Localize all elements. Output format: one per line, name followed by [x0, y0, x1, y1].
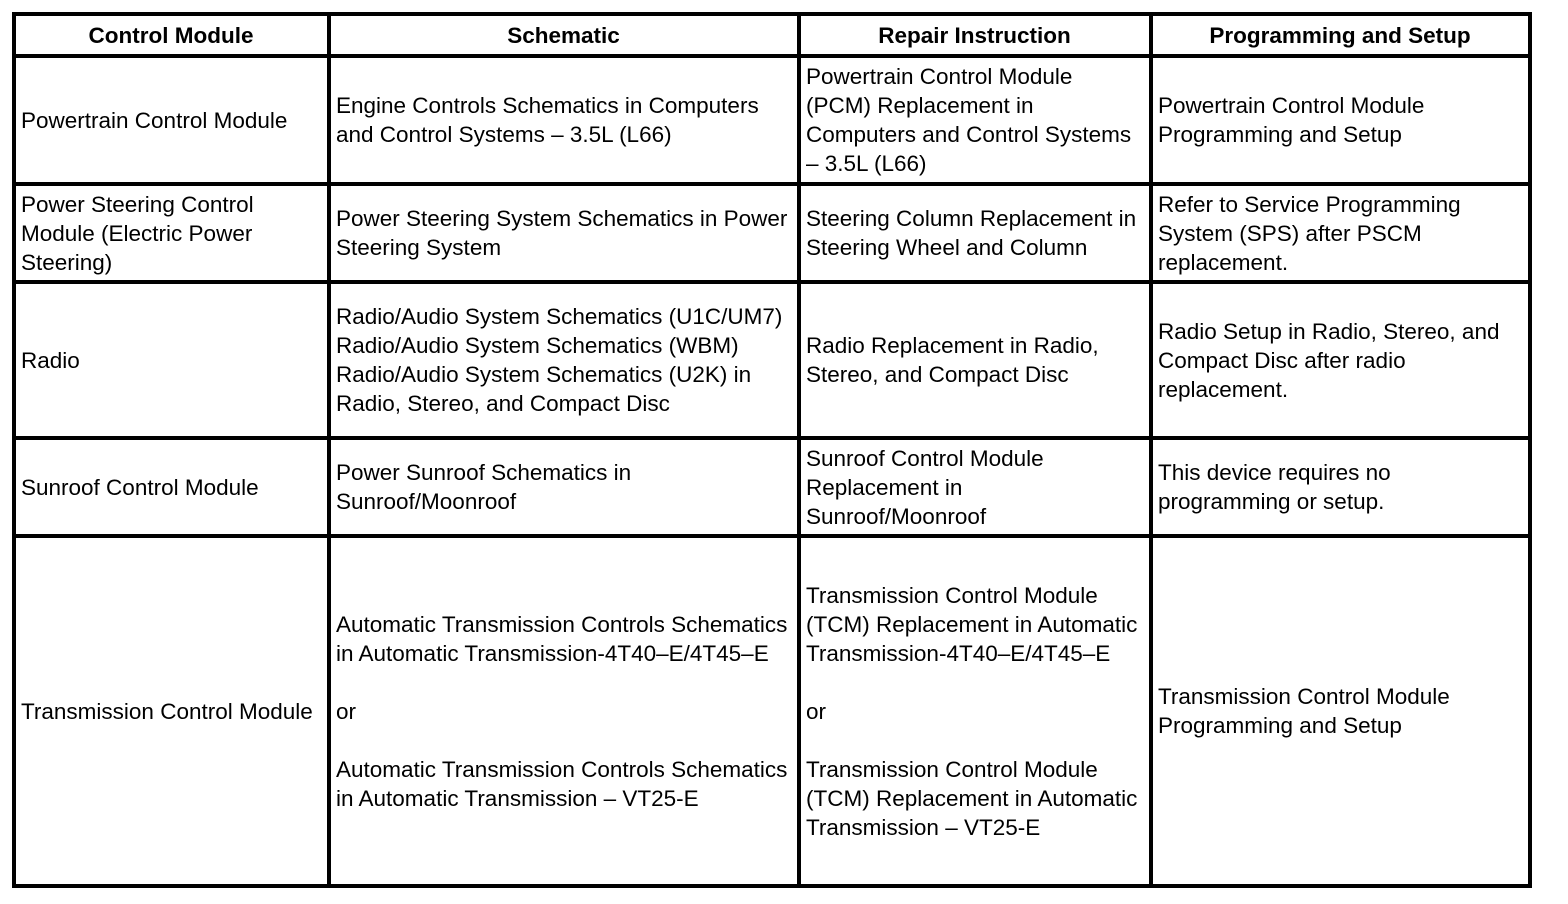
table-row	[14, 438, 1530, 536]
spacer	[336, 668, 791, 697]
cell-control-module: Transmission Control Module	[14, 536, 329, 886]
table-row	[14, 282, 1530, 438]
cell-repair-instruction: Powertrain Control Module (PCM) Replacement in Computers and Control Systems – 3.5L (L66)	[799, 56, 1151, 184]
schematic-or: or	[336, 698, 357, 724]
table-row	[14, 536, 1530, 886]
cell-control-module: Powertrain Control Module	[14, 56, 329, 184]
repair-or: or	[806, 698, 827, 724]
cell-programming: Radio Setup in Radio, Stereo, and Compact Disc after radio replacement.	[1151, 282, 1530, 438]
module-reference-table	[12, 12, 1532, 888]
repair-option-2: Transmission Control Module (TCM) Replacement in Automatic Transmission – VT25-E	[806, 756, 1138, 840]
cell-repair-instruction: Steering Column Replacement in Steering Wheel and Column	[799, 184, 1151, 282]
cell-programming: Powertrain Control Module Programming and Setup	[1151, 56, 1530, 184]
cell-repair-instruction	[799, 536, 1151, 886]
cell-schematic: Power Sunroof Schematics in Sunroof/Moonroof	[329, 438, 799, 536]
cell-programming: Refer to Service Programming System (SPS) after PSCM replacement.	[1151, 184, 1530, 282]
cell-control-module: Power Steering Control Module (Electric Power Steering)	[14, 184, 329, 282]
table-row	[14, 56, 1530, 184]
spacer	[336, 726, 791, 755]
header-repair-instruction: Repair Instruction	[799, 14, 1151, 56]
cell-repair-instruction: Sunroof Control Module Replacement in Sunroof/Moonroof	[799, 438, 1151, 536]
header-schematic: Schematic	[329, 14, 799, 56]
cell-schematic: Power Steering System Schematics in Power Steering System	[329, 184, 799, 282]
cell-repair-instruction: Radio Replacement in Radio, Stereo, and Compact Disc	[799, 282, 1151, 438]
cell-control-module: Radio	[14, 282, 329, 438]
schematic-option-1: Automatic Transmission Controls Schematics in Automatic Transmission-4T40–E/4T45–E	[336, 611, 788, 666]
cell-schematic: Radio/Audio System Schematics (U1C/UM7) Radio/Audio System Schematics (WBM) Radio/Audio System Schematics (U2K) in Radio, Stereo, and Compact Disc	[329, 282, 799, 438]
cell-programming: This device requires no programming or setup.	[1151, 438, 1530, 536]
table-row	[14, 184, 1530, 282]
schematic-option-2: Automatic Transmission Controls Schematics in Automatic Transmission – VT25-E	[336, 756, 788, 811]
cell-control-module: Sunroof Control Module	[14, 438, 329, 536]
spacer	[806, 668, 1143, 697]
header-control-module: Control Module	[14, 14, 329, 56]
cell-schematic: Engine Controls Schematics in Computers and Control Systems – 3.5L (L66)	[329, 56, 799, 184]
cell-schematic	[329, 536, 799, 886]
header-programming-and-setup: Programming and Setup	[1151, 14, 1530, 56]
cell-programming: Transmission Control Module Programming and Setup	[1151, 536, 1530, 886]
header-row	[14, 14, 1530, 56]
repair-option-1: Transmission Control Module (TCM) Replacement in Automatic Transmission-4T40–E/4T45–E	[806, 582, 1138, 666]
spacer	[806, 726, 1143, 755]
